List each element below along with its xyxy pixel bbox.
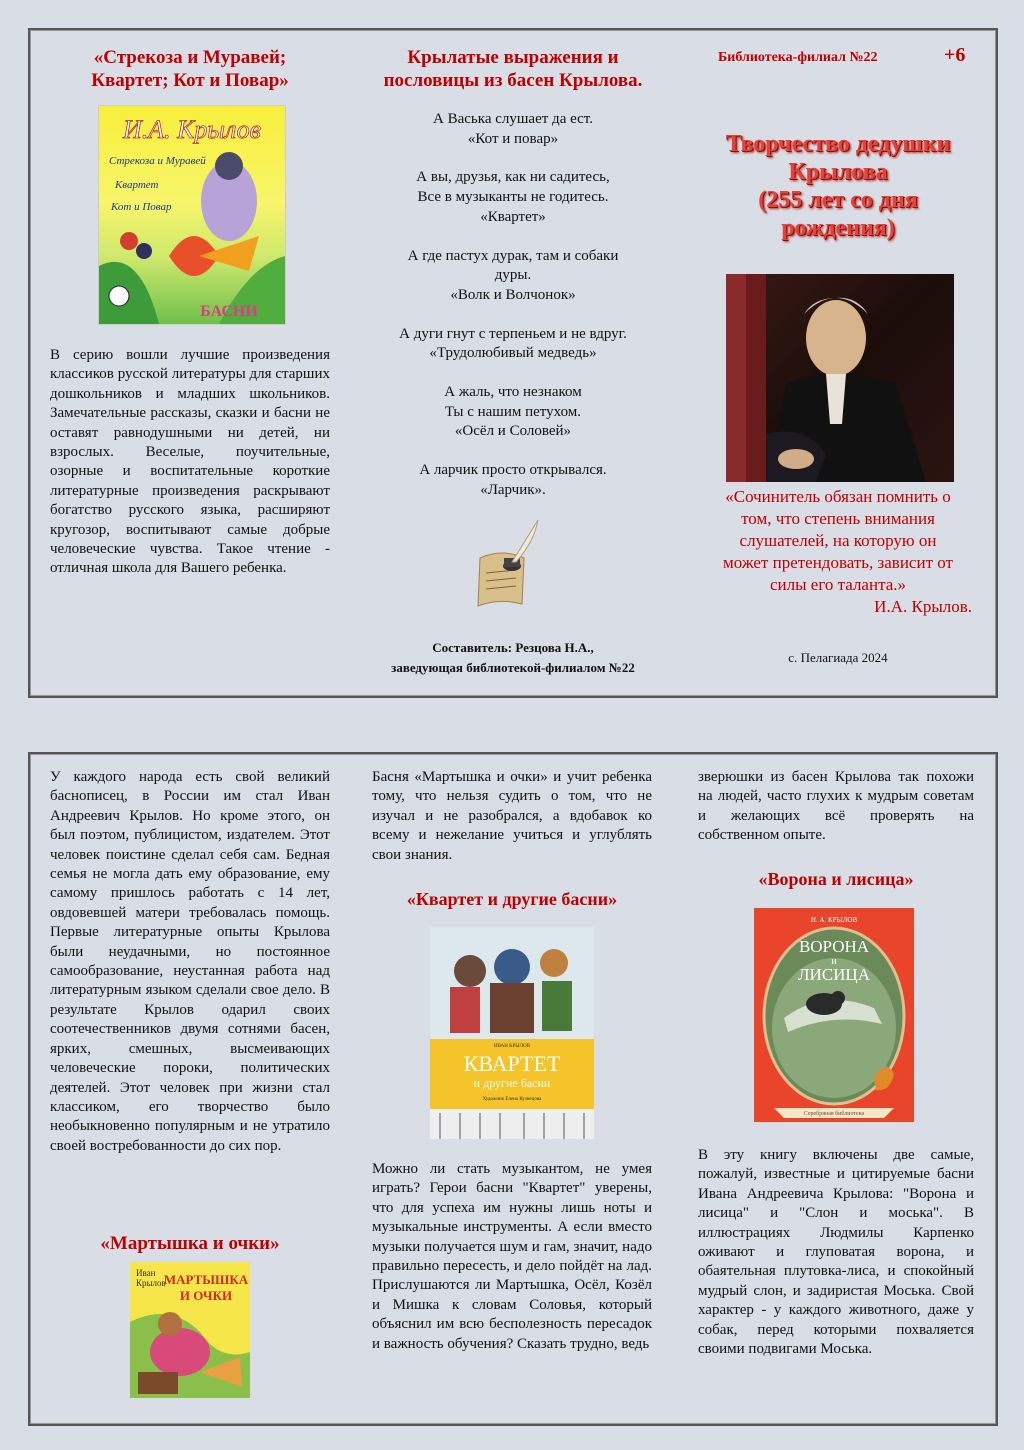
cover-author-first: Иван bbox=[136, 1268, 156, 1278]
strekoza-book-cover bbox=[98, 105, 286, 325]
animals-continuation: зверюшки из басен Крылова так похожи на людей, часто глухих к мудрым советам и желающих всё проверять на собственном опыте. bbox=[698, 769, 974, 844]
book-title-kvartet: «Квартет и другие басни» bbox=[406, 889, 618, 909]
cover-author-last: Крылов bbox=[136, 1278, 166, 1288]
krylov-quote bbox=[696, 486, 980, 618]
quote-line: может претендовать, зависит от bbox=[723, 553, 953, 572]
krylov-biography: У каждого народа есть свой великий баснописец, в России им стал Иван Андреевич Крылов. Но кроме этого, он был поэтом, публицистом, издателем. Этот человек поистине сделал себя сам. Бедная семья не могла дать ему образование, ему самому пришлось работать с 14 лет, овдовевшей матери требовалась помощь. Первые литературные опыты Крылова были неудачными, но постоянное самообразование, неустанная работа над литературным языком сделали свое дело. В результате Крылов одарил своих соотечественников двумя сотнями басен, ярких, смешных, высмеивающих человеческие пороки, политических деятелей. Этот человек при жизни стал классиком, его творчество было необыкновенно популярным и не утратило своей востребованности до сих пор. bbox=[50, 769, 330, 1154]
quote-line: слушателей, на которую он bbox=[739, 531, 937, 550]
cover-author: ИВАН КРЫЛОВ bbox=[494, 1044, 530, 1049]
proverb-line: «Волк и Волчонок» bbox=[450, 286, 576, 303]
proverb-stanza bbox=[368, 461, 658, 500]
quote-line: силы его таланта.» bbox=[769, 575, 907, 594]
proverb-stanza bbox=[368, 247, 658, 306]
cover-author: И. А. КРЫЛОВ bbox=[810, 916, 858, 924]
book-title-martyshka: «Мартышка и очки» bbox=[100, 1233, 280, 1254]
martyshka-description: Басня «Мартышка и очки» и учит ребенка тому, что нельзя судить о том, что не изучал и не разобрался, а вдобавок ко всему и нежелание учиться и углублять свои знания. bbox=[372, 769, 652, 863]
kvartet-description: Можно ли стать музыкантом, не умея играть? Герои басни "Квартет" уверены, что для успеха им нужны лишь ноты и музыкальные инструменты. А если вместо музыки получается шум и гам, значит, надо правильно пересесть, и дело пойдёт на лад. Прислушаются ли Мартышка, Осёл, Козёл и Мишка к словам Соловья, который объяснил им всю бесполезность пересадок и важность обучения? Сказать трудно, ведь bbox=[372, 1161, 652, 1352]
book-title-vorona: «Ворона и лисица» bbox=[758, 869, 914, 889]
back-first-column bbox=[50, 754, 330, 1424]
krylov-portrait bbox=[726, 274, 954, 482]
brochure-main-title: Творчество дедушки Крылова (255 лет со дня рождения) bbox=[725, 131, 951, 241]
proverb-stanza bbox=[368, 168, 658, 227]
proverb-line: А дуги гнут с терпеньем и не вдруг. bbox=[399, 325, 627, 342]
back-second-column bbox=[372, 754, 652, 1424]
cover-label: БАСНИ bbox=[200, 303, 258, 320]
quote-line: том, что степень внимания bbox=[741, 509, 935, 528]
proverb-line: Ты с нашим петухом. bbox=[444, 403, 582, 420]
martyshka-book-cover bbox=[130, 1262, 250, 1398]
front-left-column bbox=[50, 30, 330, 696]
proverb-line: «Осёл и Соловей» bbox=[454, 423, 572, 440]
book-title-strekoza: «Стрекоза и Муравей; Квартет; Кот и Повар» bbox=[91, 47, 289, 91]
cover-line2: Квартет bbox=[115, 179, 159, 191]
cover-author: И.А. Крылов bbox=[123, 115, 261, 144]
proverb-line: «Трудолюбивый медведь» bbox=[429, 345, 597, 362]
proverbs-list bbox=[368, 110, 658, 501]
proverb-stanza bbox=[368, 383, 658, 442]
proverb-line: «Ларчик». bbox=[480, 481, 546, 498]
cover-series: Серебряная библиотека bbox=[803, 1111, 865, 1117]
cover-title2: и другие басни bbox=[473, 1076, 551, 1090]
cover-illustrator: Художник Елена Кузнецова bbox=[482, 1097, 542, 1102]
brochure-front-panel bbox=[28, 28, 998, 698]
front-right-column bbox=[696, 30, 980, 696]
proverb-line: А жаль, что незнаком bbox=[444, 384, 582, 401]
compiler-credit: Составитель: Резцова Н.А., заведующая библиотекой-филиалом №22 bbox=[391, 640, 635, 675]
proverb-line: А ларчик просто открывался. bbox=[419, 462, 607, 479]
quote-line: «Сочинитель обязан помнить о bbox=[725, 487, 951, 506]
cover-title1: ВОРОНА bbox=[798, 937, 870, 956]
front-middle-column bbox=[368, 30, 658, 696]
cover-title1: КВАРТЕТ bbox=[463, 1051, 561, 1076]
cover-title1: МАРТЫШКА bbox=[163, 1272, 249, 1287]
library-name: Библиотека-филиал №22 bbox=[718, 50, 878, 65]
brochure-back-panel bbox=[28, 752, 998, 1426]
age-rating-badge: +6 bbox=[944, 44, 966, 66]
quote-author: И.А. Крылов. bbox=[874, 597, 972, 616]
back-third-column bbox=[698, 754, 974, 1424]
proverb-line: А Васька слушает да ест. bbox=[433, 111, 593, 127]
proverb-stanza bbox=[368, 325, 658, 364]
proverb-line: дуры. bbox=[494, 267, 532, 284]
proverb-line: «Кот и повар» bbox=[467, 130, 559, 147]
proverb-line: «Квартет» bbox=[480, 208, 546, 225]
cover-title2: И ОЧКИ bbox=[179, 1288, 233, 1303]
proverb-line: Все в музыканты не годитесь. bbox=[417, 189, 609, 206]
proverb-line: А вы, друзья, как ни садитесь, bbox=[416, 169, 610, 186]
strekoza-cover-illustration bbox=[99, 106, 285, 324]
proverb-line: А где пастух дурак, там и собаки bbox=[407, 247, 619, 264]
vorona-book-cover bbox=[754, 908, 914, 1122]
kvartet-book-cover bbox=[430, 927, 594, 1139]
proverbs-title: Крылатые выражения и пословицы из басен Крылова. bbox=[383, 47, 643, 91]
cover-line1: Стрекоза и Муравей bbox=[109, 155, 206, 167]
place-year: с. Пелагиада 2024 bbox=[788, 650, 888, 665]
vorona-description: В эту книгу включены две самые, пожалуй, известные и цитируемые басни Ивана Андреевича Крылова: "Ворона и лисица" и "Слон и моська". В иллюстрациях Людмилы Карпенко оживают и глуповатая ворона, и обаятельная плутовка-лиса, и спокойный мудрый слон, и задиристая Моська. Свой характер - у каждого животного, даже у собак, перед которыми похваляется своими подвигами Моська. bbox=[698, 1147, 974, 1358]
quill-parchment-icon bbox=[472, 518, 552, 610]
proverb-stanza bbox=[368, 110, 658, 149]
cover-line3: Кот и Повар bbox=[111, 201, 172, 213]
cover-title3: ЛИСИЦА bbox=[798, 965, 870, 984]
cover-title2: и bbox=[831, 956, 837, 967]
strekoza-description: В серию вошли лучшие произведения классиков русской литературы для старших дошкольников и младших школьников. Замечательные рассказы, сказки и басни не оставят равнодушными ни детей, ни взрослых. Веселые, поучительные, озорные и воспитательные короткие литературные произведения раскрывают богатство русского языка, расширяют кругозор, воспитывают самые добрые человеческие чувства. Такое чтение - отличная школа для Вашего ребенка. bbox=[50, 347, 330, 577]
